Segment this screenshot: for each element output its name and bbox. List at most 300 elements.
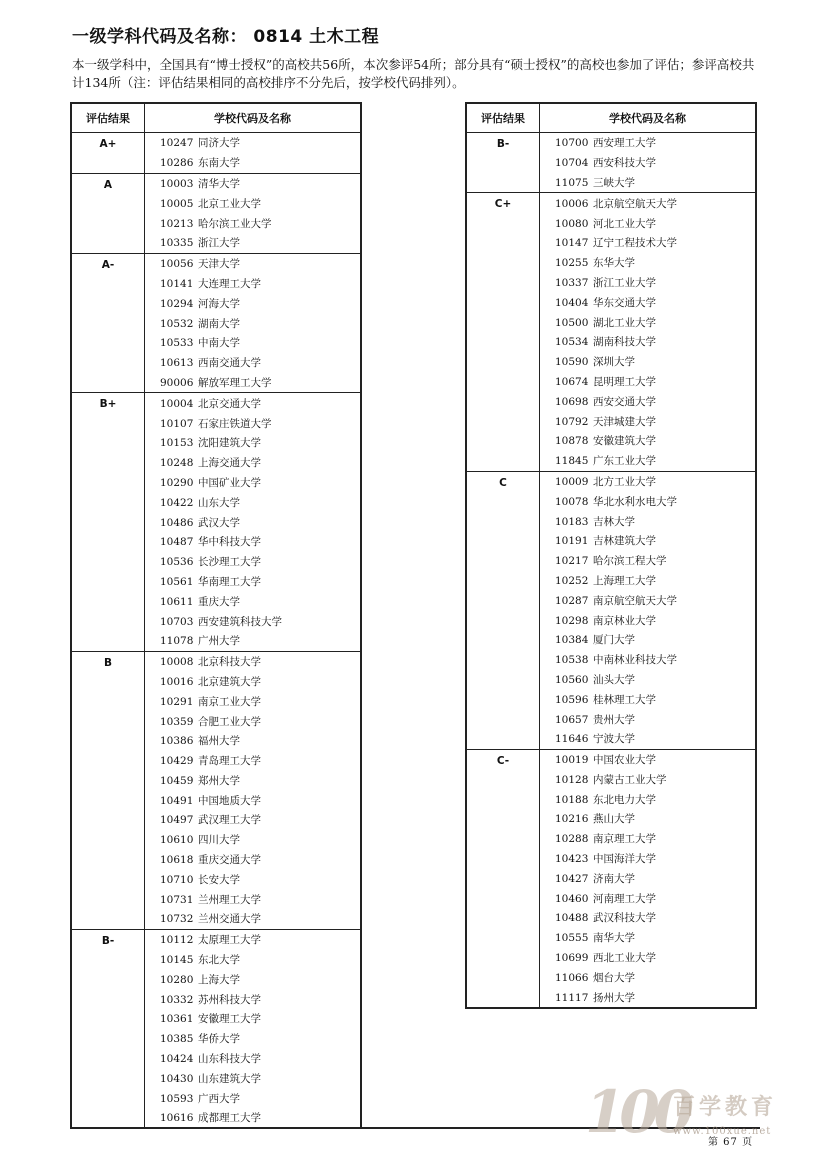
school-entry <box>540 312 757 332</box>
school-name: 兰州理工大学 <box>198 893 261 906</box>
school-code: 10674 <box>555 375 589 388</box>
school-code: 10555 <box>555 932 589 945</box>
school-name: 西安交通大学 <box>593 395 656 408</box>
school-code: 10596 <box>555 693 589 706</box>
school-entry <box>145 1009 362 1029</box>
school-entry <box>540 948 757 968</box>
school-name: 上海交通大学 <box>198 457 261 470</box>
school-entry <box>145 611 362 631</box>
school-entry <box>540 431 757 451</box>
grade-cell: C <box>466 471 540 749</box>
school-name: 河海大学 <box>198 297 240 310</box>
school-entry <box>540 610 757 630</box>
school-code: 10427 <box>555 872 589 885</box>
school-name: 太原理工大学 <box>198 934 261 947</box>
school-code: 10247 <box>160 137 194 150</box>
school-code: 10216 <box>555 813 589 826</box>
school-code: 10128 <box>555 773 589 786</box>
school-name: 天津大学 <box>198 258 240 271</box>
school-name: 解放军理工大学 <box>198 376 272 389</box>
school-entry <box>540 770 757 790</box>
table-row <box>71 253 361 273</box>
school-code: 90006 <box>160 376 194 389</box>
school-code: 10704 <box>555 157 589 170</box>
school-entry <box>145 989 362 1009</box>
school-name: 北京建筑大学 <box>198 675 261 688</box>
school-entry <box>145 133 362 153</box>
school-code: 10191 <box>555 535 589 548</box>
school-code: 10286 <box>160 157 194 170</box>
school-code: 10404 <box>555 296 589 309</box>
school-entry <box>145 1049 362 1069</box>
school-name: 浙江大学 <box>198 237 240 250</box>
school-entry <box>145 591 362 611</box>
school-code: 11646 <box>555 733 589 746</box>
table-row <box>71 173 361 193</box>
school-name: 中南大学 <box>198 337 240 350</box>
school-name: 湖北工业大学 <box>593 316 656 329</box>
grade-group <box>466 471 756 749</box>
school-entry <box>145 453 362 473</box>
school-name: 大连理工大学 <box>198 277 261 290</box>
school-name: 东华大学 <box>593 257 635 270</box>
school-code: 10255 <box>555 257 589 270</box>
school-name: 中国海洋大学 <box>593 853 656 866</box>
school-code: 10056 <box>160 258 194 271</box>
grade-group <box>71 253 361 393</box>
school-entry <box>145 313 362 333</box>
school-entry <box>540 511 757 531</box>
school-name: 成都理工大学 <box>198 1112 261 1125</box>
school-code: 10487 <box>160 536 194 549</box>
school-code: 10003 <box>160 177 194 190</box>
school-entry <box>540 173 757 193</box>
page-number: 第 67 页 <box>708 1137 754 1148</box>
table-row <box>71 929 361 949</box>
school-entry <box>540 987 757 1008</box>
school-code: 10294 <box>160 297 194 310</box>
school-entry <box>540 193 757 213</box>
school-code: 10424 <box>160 1053 194 1066</box>
school-name: 贵州大学 <box>593 713 635 726</box>
school-code: 10359 <box>160 715 194 728</box>
grade-group <box>71 173 361 253</box>
grade-header: 评估结果 <box>71 103 145 133</box>
school-entry <box>145 532 362 552</box>
school-entry <box>540 928 757 948</box>
school-entry <box>540 133 757 153</box>
school-code: 10147 <box>555 237 589 250</box>
school-name: 宁波大学 <box>593 733 635 746</box>
school-name: 山东建筑大学 <box>198 1072 261 1085</box>
school-name: 北京航空航天大学 <box>593 197 677 210</box>
school-name: 吉林大学 <box>593 515 635 528</box>
school-entry <box>145 631 362 651</box>
grade-group <box>71 929 361 1127</box>
watermark-brand: 百学教育 <box>673 1095 778 1120</box>
school-name: 四川大学 <box>198 834 240 847</box>
school-code: 10009 <box>555 475 589 488</box>
school-name: 同济大学 <box>198 137 240 150</box>
school-entry <box>145 193 362 213</box>
school-code: 10536 <box>160 556 194 569</box>
school-name: 南京理工大学 <box>593 833 656 846</box>
school-code: 10561 <box>160 575 194 588</box>
school-name: 烟台大学 <box>593 971 635 984</box>
school-code: 10008 <box>160 656 194 669</box>
table-row <box>71 651 361 671</box>
school-code: 10430 <box>160 1072 194 1085</box>
table-row <box>466 749 756 769</box>
page-title: 一级学科代码及名称： 0814 土木工程 <box>72 27 380 47</box>
school-entry <box>145 790 362 810</box>
school-entry <box>540 630 757 650</box>
school-code: 10213 <box>160 217 194 230</box>
school-code: 10298 <box>555 614 589 627</box>
grade-group <box>71 393 361 651</box>
school-entry <box>540 650 757 670</box>
school-code: 10385 <box>160 1033 194 1046</box>
school-entry <box>540 491 757 511</box>
school-entry <box>145 353 362 373</box>
school-entry <box>145 293 362 313</box>
school-code: 10613 <box>160 357 194 370</box>
school-name: 浙江工业大学 <box>593 276 656 289</box>
school-name: 东北电力大学 <box>593 793 656 806</box>
school-entry <box>145 1088 362 1108</box>
table-row <box>466 471 756 491</box>
school-entry <box>540 273 757 293</box>
school-code: 10657 <box>555 713 589 726</box>
grade-header: 评估结果 <box>466 103 540 133</box>
school-entry <box>145 850 362 870</box>
school-code: 10699 <box>555 952 589 965</box>
school-code: 10611 <box>160 595 194 608</box>
school-entry <box>145 771 362 791</box>
school-entry <box>145 969 362 989</box>
school-name: 重庆交通大学 <box>198 854 261 867</box>
school-entry <box>540 670 757 690</box>
school-code: 10700 <box>555 137 589 150</box>
school-name: 东北大学 <box>198 954 240 967</box>
school-name: 厦门大学 <box>593 634 635 647</box>
school-entry <box>145 473 362 493</box>
school-entry <box>540 253 757 273</box>
school-name: 西安建筑科技大学 <box>198 615 282 628</box>
school-code: 10337 <box>555 276 589 289</box>
school-name: 华南理工大学 <box>198 575 261 588</box>
school-name: 沈阳建筑大学 <box>198 437 261 450</box>
school-entry <box>540 531 757 551</box>
school-code: 10332 <box>160 993 194 1006</box>
school-name: 广东工业大学 <box>593 455 656 468</box>
school-entry <box>145 1029 362 1049</box>
grade-group <box>466 193 756 471</box>
school-code: 10590 <box>555 356 589 369</box>
school-name: 西安理工大学 <box>593 137 656 150</box>
table-row <box>71 393 361 413</box>
school-code: 10112 <box>160 934 194 947</box>
school-code: 10560 <box>555 673 589 686</box>
school-entry <box>145 393 362 413</box>
school-code: 10488 <box>555 912 589 925</box>
school-entry <box>145 433 362 453</box>
left-ranking-table <box>70 102 362 1128</box>
school-code: 10188 <box>555 793 589 806</box>
school-name: 哈尔滨工程大学 <box>593 555 667 568</box>
intro-paragraph: 本一级学科中，全国具有“博士授权”的高校共56所，本次参评54所；部分具有“硕士授权”的高校也参加了评估；参评高校共计134所（注：评估结果相同的高校排序不分先后，按学校代码排列）。 <box>72 57 755 90</box>
school-entry <box>540 153 757 173</box>
school-name: 中国地质大学 <box>198 794 261 807</box>
school-entry <box>540 749 757 769</box>
school-entry <box>145 373 362 393</box>
school-name: 重庆大学 <box>198 595 240 608</box>
watermark-logo <box>585 1078 785 1148</box>
school-name: 南京工业大学 <box>198 695 261 708</box>
school-name: 上海大学 <box>198 973 240 986</box>
school-code: 10698 <box>555 395 589 408</box>
school-name: 西安科技大学 <box>593 157 656 170</box>
school-code: 10252 <box>555 574 589 587</box>
school-code: 10532 <box>160 317 194 330</box>
school-name: 济南大学 <box>593 872 635 885</box>
school-code: 10732 <box>160 913 194 926</box>
school-name: 三峡大学 <box>593 176 635 189</box>
school-name: 辽宁工程技术大学 <box>593 237 677 250</box>
school-code: 10006 <box>555 197 589 210</box>
school-entry <box>540 372 757 392</box>
school-entry <box>145 512 362 532</box>
school-entry <box>540 829 757 849</box>
school-entry <box>145 929 362 949</box>
school-code: 10217 <box>555 555 589 568</box>
school-name: 中南林业科技大学 <box>593 654 677 667</box>
school-code: 10361 <box>160 1013 194 1026</box>
school-code: 10080 <box>555 217 589 230</box>
school-name: 广州大学 <box>198 635 240 648</box>
school-name: 武汉理工大学 <box>198 814 261 827</box>
school-name: 河北工业大学 <box>593 217 656 230</box>
school-code: 10616 <box>160 1112 194 1125</box>
school-entry <box>540 451 757 471</box>
school-entry <box>540 551 757 571</box>
grade-cell: B- <box>466 133 540 193</box>
school-name: 武汉大学 <box>198 516 240 529</box>
school-entry <box>540 352 757 372</box>
school-name: 扬州大学 <box>593 991 635 1004</box>
school-entry <box>145 253 362 273</box>
school-name: 华侨大学 <box>198 1033 240 1046</box>
school-name: 内蒙古工业大学 <box>593 773 667 786</box>
school-name: 中国矿业大学 <box>198 476 261 489</box>
school-code: 10533 <box>160 337 194 350</box>
school-code: 10538 <box>555 654 589 667</box>
school-code: 10141 <box>160 277 194 290</box>
school-code: 10497 <box>160 814 194 827</box>
grade-cell: C+ <box>466 193 540 471</box>
school-code: 10423 <box>555 853 589 866</box>
school-code: 10288 <box>555 833 589 846</box>
grade-group <box>71 133 361 174</box>
school-code: 10703 <box>160 615 194 628</box>
school-entry <box>540 571 757 591</box>
school-name: 河南理工大学 <box>593 892 656 905</box>
school-name: 华北水利水电大学 <box>593 495 677 508</box>
school-entry <box>145 333 362 353</box>
school-entry <box>145 233 362 253</box>
school-code: 11117 <box>555 991 589 1004</box>
school-name: 南京航空航天大学 <box>593 594 677 607</box>
school-name: 东南大学 <box>198 157 240 170</box>
school-code: 10422 <box>160 496 194 509</box>
school-name: 上海理工大学 <box>593 574 656 587</box>
table-row <box>466 193 756 213</box>
watermark-number: 100 <box>585 1078 689 1146</box>
school-code: 11066 <box>555 971 589 984</box>
grade-cell: B+ <box>71 393 145 651</box>
school-name: 合肥工业大学 <box>198 715 261 728</box>
school-name: 苏州科技大学 <box>198 993 261 1006</box>
school-entry <box>145 672 362 692</box>
school-name: 长沙理工大学 <box>198 556 261 569</box>
school-code: 10335 <box>160 237 194 250</box>
school-entry <box>145 213 362 233</box>
school-code: 10004 <box>160 397 194 410</box>
grade-cell: B <box>71 651 145 929</box>
school-entry <box>145 572 362 592</box>
school-entry <box>145 552 362 572</box>
school-entry <box>145 173 362 193</box>
school-name: 青岛理工大学 <box>198 755 261 768</box>
school-entry <box>145 651 362 671</box>
school-code: 10005 <box>160 197 194 210</box>
school-code: 10290 <box>160 476 194 489</box>
school-entry <box>540 809 757 829</box>
school-name: 西南交通大学 <box>198 357 261 370</box>
school-name: 吉林建筑大学 <box>593 535 656 548</box>
school-entry <box>145 413 362 433</box>
school-code: 10078 <box>555 495 589 508</box>
grade-group <box>466 133 756 193</box>
school-entry <box>145 869 362 889</box>
school-entry <box>145 153 362 173</box>
school-entry <box>145 731 362 751</box>
grade-cell: A- <box>71 253 145 393</box>
school-name: 哈尔滨工业大学 <box>198 217 272 230</box>
school-name: 燕山大学 <box>593 813 635 826</box>
school-entry <box>145 950 362 970</box>
school-code: 10145 <box>160 954 194 967</box>
school-name: 福州大学 <box>198 735 240 748</box>
school-entry <box>540 471 757 491</box>
school-code: 10459 <box>160 774 194 787</box>
school-name: 天津城建大学 <box>593 415 656 428</box>
school-name: 北京工业大学 <box>198 197 261 210</box>
table-row <box>71 133 361 153</box>
school-entry <box>540 292 757 312</box>
school-code: 10500 <box>555 316 589 329</box>
school-code: 10280 <box>160 973 194 986</box>
school-name: 山东科技大学 <box>198 1053 261 1066</box>
school-code: 11075 <box>555 176 589 189</box>
school-code: 10731 <box>160 893 194 906</box>
school-entry <box>145 830 362 850</box>
grade-group <box>71 651 361 929</box>
school-entry <box>540 332 757 352</box>
school-entry <box>145 810 362 830</box>
school-code: 10016 <box>160 675 194 688</box>
school-name: 北京科技大学 <box>198 656 261 669</box>
school-entry <box>145 751 362 771</box>
school-entry <box>540 411 757 431</box>
school-code: 10386 <box>160 735 194 748</box>
school-name: 华中科技大学 <box>198 536 261 549</box>
school-entry <box>145 711 362 731</box>
school-entry <box>540 908 757 928</box>
school-name: 安徽建筑大学 <box>593 435 656 448</box>
school-entry <box>540 729 757 749</box>
school-entry <box>145 492 362 512</box>
school-name: 北京交通大学 <box>198 397 261 410</box>
school-entry <box>540 967 757 987</box>
school-entry <box>540 868 757 888</box>
school-entry <box>540 849 757 869</box>
school-code: 10491 <box>160 794 194 807</box>
school-code: 10610 <box>160 834 194 847</box>
grade-cell: C- <box>466 749 540 1008</box>
school-code: 10183 <box>555 515 589 528</box>
school-name: 南华大学 <box>593 932 635 945</box>
school-code: 10019 <box>555 754 589 767</box>
school-header: 学校代码及名称 <box>145 103 362 133</box>
school-code: 10792 <box>555 415 589 428</box>
school-name: 兰州交通大学 <box>198 913 261 926</box>
school-entry <box>145 909 362 929</box>
school-entry <box>540 789 757 809</box>
school-name: 长安大学 <box>198 873 240 886</box>
school-code: 10429 <box>160 755 194 768</box>
grade-group <box>466 749 756 1008</box>
school-code: 10384 <box>555 634 589 647</box>
school-name: 清华大学 <box>198 177 240 190</box>
right-ranking-table <box>465 102 757 1009</box>
school-name: 昆明理工大学 <box>593 375 656 388</box>
school-name: 深圳大学 <box>593 356 635 369</box>
school-name: 中国农业大学 <box>593 754 656 767</box>
school-code: 10878 <box>555 435 589 448</box>
school-code: 10291 <box>160 695 194 708</box>
school-entry <box>145 889 362 909</box>
school-entry <box>145 1108 362 1128</box>
school-entry <box>540 689 757 709</box>
school-entry <box>145 274 362 294</box>
school-name: 广西大学 <box>198 1092 240 1105</box>
school-entry <box>540 391 757 411</box>
school-name: 桂林理工大学 <box>593 693 656 706</box>
school-code: 10618 <box>160 854 194 867</box>
school-name: 西北工业大学 <box>593 952 656 965</box>
school-name: 郑州大学 <box>198 774 240 787</box>
school-code: 10534 <box>555 336 589 349</box>
school-name: 山东大学 <box>198 496 240 509</box>
school-name: 安徽理工大学 <box>198 1013 261 1026</box>
school-code: 10593 <box>160 1092 194 1105</box>
school-header: 学校代码及名称 <box>540 103 757 133</box>
school-code: 10486 <box>160 516 194 529</box>
school-code: 10287 <box>555 594 589 607</box>
school-name: 南京林业大学 <box>593 614 656 627</box>
grade-cell: A <box>71 173 145 253</box>
